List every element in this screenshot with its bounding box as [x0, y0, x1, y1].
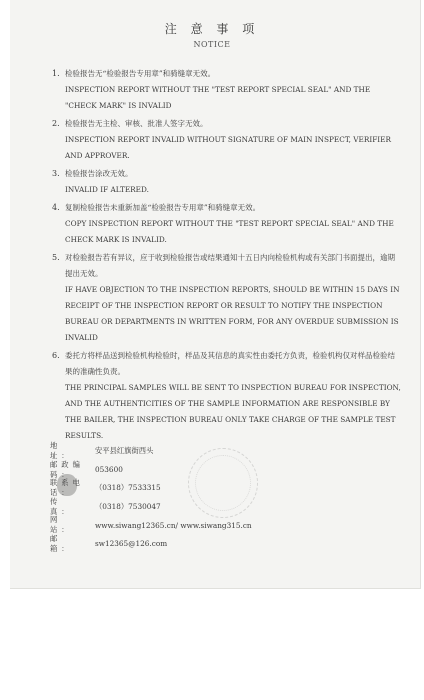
contact-value: （0318）7530047: [95, 501, 161, 511]
notice-list: [52, 66, 402, 446]
notice-item: [52, 166, 402, 198]
item-text-chinese: 检验报告无主检、审核、批准人签字无效。: [65, 119, 208, 128]
contact-phone: [50, 479, 370, 498]
contact-value: www.siwang12365.cn/ www.siwang315.cn: [95, 520, 252, 530]
contact-fax: [50, 498, 370, 517]
notice-item: [52, 348, 402, 444]
notice-title: 注 意 事 项: [164, 22, 260, 36]
item-text-english: INSPECTION REPORT INVALID WITHOUT SIGNATURE OF MAIN INSPECT, VERIFIER AND APPROVER.: [65, 135, 391, 160]
notice-subtitle: NOTICE: [193, 40, 231, 49]
contact-label: 邮 箱：: [50, 533, 73, 553]
contact-address: [50, 442, 370, 461]
item-text-english: IF HAVE OBJECTION TO THE INSPECTION REPORTS, SHOULD BE WITHIN 15 DAYS IN RECEIPT OF THE INSPECTION REPORT OR RESULT TO NOTIFY THE INSPECTION BUREAU OR DEPARTMENTS IN WRITTEN FORM, FOR ANY OVERDUE SUBMISSION IS INVALID: [65, 285, 400, 342]
item-text-english: COPY INSPECTION REPORT WITHOUT THE "TEST REPORT SPECIAL SEAL" AND THE CHECK MARK IS INVALID.: [65, 219, 394, 244]
item-text-chinese: 检验报告无“检验报告专用章”和骑缝章无效。: [65, 69, 216, 78]
item-number: 1.: [52, 69, 60, 78]
item-number: 3.: [52, 169, 60, 178]
contact-value: （0318）7533315: [95, 483, 161, 493]
contact-label: 传 真：: [50, 496, 73, 516]
item-number: 2.: [52, 119, 60, 128]
contact-value: sw12365@126.com: [95, 539, 168, 549]
item-text-chinese: 复制检验报告未重新加盖“检验报告专用章”和骑缝章无效。: [65, 203, 261, 212]
contact-postcode: [50, 461, 370, 480]
item-text-chinese: 对检验报告若有异议，应于收到检验报告或结果通知十五日内向检验机构或有关部门书面提出，逾期提出无效。: [65, 253, 395, 278]
contact-label: 地 址：: [50, 441, 73, 461]
notice-item: [52, 200, 402, 248]
notice-item: [52, 116, 402, 164]
notice-item: [52, 66, 402, 114]
item-text-english: THE PRINCIPAL SAMPLES WILL BE SENT TO INSPECTION BUREAU FOR INSPECTION, AND THE AUTHENTICITIES OF THE SAMPLE INFORMATION ARE RESPONSIBLE BY THE BAILER, THE INSPECTION BUREAU ONLY TAKE CHARGE OF THE SAMPLE TEST RESULTS.: [65, 383, 401, 440]
contact-value: 053600: [95, 465, 123, 475]
contact-label: 网 站：: [50, 515, 73, 535]
contact-label: 联系电话：: [50, 478, 84, 498]
contact-website: [50, 516, 370, 535]
item-number: 5.: [52, 253, 60, 262]
contact-label: 邮政编码：: [50, 459, 84, 479]
item-number: 4.: [52, 203, 60, 212]
contact-info: [50, 442, 370, 553]
item-number: 6.: [52, 351, 60, 360]
contact-value: 安平县红旗街西头: [95, 446, 154, 456]
notice-item: [52, 250, 402, 346]
item-text-chinese: 委托方将样品送到检验机构检验时，样品及其信息的真实性由委托方负责，检验机构仅对样品检验结果的准确性负责。: [65, 351, 395, 376]
item-text-english: INVALID IF ALTERED.: [65, 185, 149, 194]
item-text-chinese: 检验报告涂改无效。: [65, 169, 133, 178]
contact-email: [50, 535, 370, 554]
item-text-english: INSPECTION REPORT WITHOUT THE "TEST REPORT SPECIAL SEAL" AND THE "CHECK MARK" IS INVALID: [65, 85, 371, 110]
